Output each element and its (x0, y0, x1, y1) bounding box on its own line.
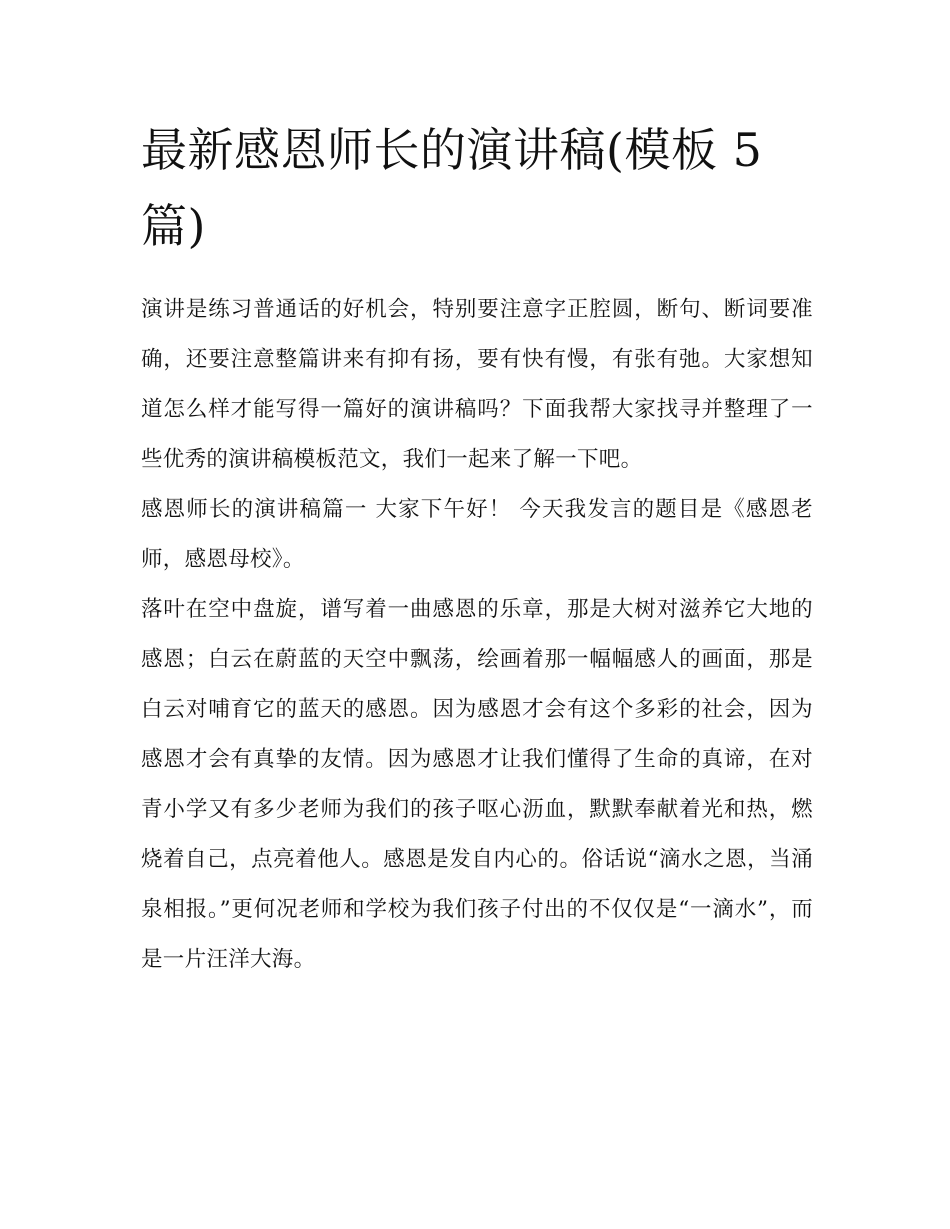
paragraph-speech-opening: 感恩师长的演讲稿篇一 大家下午好！ 今天我发言的题目是《感恩老师，感恩母校》。 (141, 497, 813, 572)
document-page (141, 112, 813, 985)
document-title: 最新感恩师长的演讲稿(模板 5 篇) (141, 123, 763, 253)
paragraph-speech-body: 落叶在空中盘旋，谱写着一曲感恩的乐章，那是大树对滋养它大地的感恩；白云在蔚蓝的天空中飘荡，绘画着那一幅幅感人的画面，那是白云对哺育它的蓝天的感恩。因为感恩才会有这个多彩的社会，因为感恩才会有真挚的友情。因为感恩才让我们懂得了生命的真谛，在对青小学又有多少老师为我们的孩子呕心沥血，默默奉献着光和热，燃烧着自己，点亮着他人。感恩是发自内心的。俗话说“滴水之恩，当涌泉相报。”更何况老师和学校为我们孩子付出的不仅仅是“一滴水”，而是一片汪洋大海。 (141, 597, 813, 972)
paragraph-intro: 演讲是练习普通话的好机会，特别要注意字正腔圆，断句、断词要准确，还要注意整篇讲来有抑有扬，要有快有慢，有张有弛。大家想知道怎么样才能写得一篇好的演讲稿吗？下面我帮大家找寻并整理了一些优秀的演讲稿模板范文，我们一起来了解一下吧。 (141, 297, 813, 472)
